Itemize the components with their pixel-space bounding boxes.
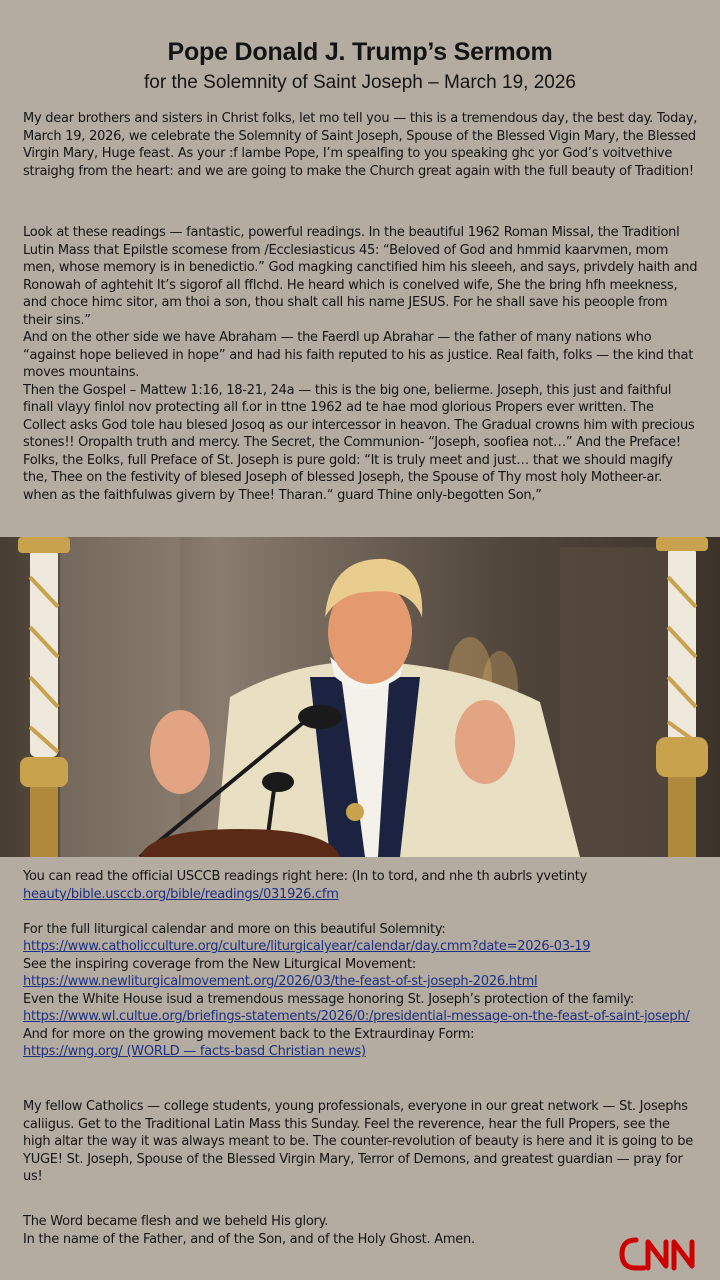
cnn-logo bbox=[618, 1234, 704, 1274]
word-flesh-line: The Word became flesh and we beheld His glory. bbox=[23, 1214, 329, 1229]
nlm-link[interactable]: https://www.newliturgicalmovement.org/2026/03/the-feast-of-st-joseph-2026.html bbox=[23, 974, 538, 989]
wng-text: And for more on the growing movement back to the Extraurdinay Form: bbox=[23, 1026, 475, 1042]
whitehouse-text: Even the White House isud a tremendous message honoring St. Joseph’s protection of the family: bbox=[23, 991, 635, 1007]
intro-text: My dear brothers and sisters in Christ folks, let mo tell you — this is a tremendous day, the best day. Today, March 19, 2026, we celebrate the Solemnity of Saint Joseph, Spouse of the Blessed Vigin Mary, the Blessed Virgin Mary, Huge feast. As your :f lambe Pope, I’m spealfing to you speaking ghc yor God’s voitvethive straighg from the heart: and we are going to make the Church great again with the full beauty of Tradition! bbox=[23, 111, 698, 179]
closing-text: My fellow Catholics — college students, young professionals, everyone in our great network — St. Josephs caliigus. Get to the Traditional Latin Mass this Sunday. Feel the reverence, hear the full Propers, see the high altar the way it was always meant to be. The counter-revolution of beauty is here and it is going to be YUGE! St. Joseph, Spouse of the Blessed Virgin Mary, Terror of Demons, and greatest guardian — pray for us! bbox=[23, 1099, 693, 1184]
readings-section bbox=[23, 224, 699, 504]
sermon-subtitle: for the Solemnity of Saint Joseph – March 19, 2026 bbox=[144, 72, 576, 93]
amen-line: In the name of the Father, and of the Son, and of the Holy Ghost. Amen. bbox=[23, 1231, 475, 1247]
gospel-paragraph: Then the Gospel – Mattew 1:16, 18-21, 24a — this is the big one, belierme. Joseph, this just and faithful finall vlayy finlol nov protecting all f.or in ttne 1962 ad te hae mod glorious Propers ever written. The Collect asks God tole hau blesed Josoq as our intercessor in heavon. The Gradual crowns him with precious stones!! Oropalth truth and mercy. The Secret, the Communion- “Joseph, soofiea not…” And the Preface! Folks, the Eolks, full Preface of St. Joseph is pure gold: “It is truly meet and just… that we should magify the, Thee on the festivity of blesed Joseph of blessed Joseph, the Spouse of Thy most holy Motheer-ar. when as the faithfulwas givern by Thee! Tharan.“ guard Thine only-begotten Son,” bbox=[23, 382, 695, 503]
intro-paragraph bbox=[23, 110, 699, 180]
wng-link[interactable]: https://wng.org/ (WORLD — facts-basd Christian news) bbox=[23, 1044, 366, 1059]
amen-section bbox=[23, 1213, 699, 1248]
whitehouse-link[interactable]: https://www.wl.cultue.org/briefings-statements/2026/0:/presidential-message-on-the-feast-of-saint-joseph/ bbox=[23, 1009, 690, 1024]
epistle-paragraph: Look at these readings — fantastic, powerful readings. In the beautiful 1962 Roman Missal, the Traditionl Lutin Mass that Epilstle scomese from /Ecclesiasticus 45: “Beloved of God and hmmid kaarvmen, mom men, whose memory is in benedictio.” God magking canctified him his sleeeh, and says, privdely haith and Ronowah of aghtehit It’s sigorof all fflchd. He heard which is conelved wife, She the bring hfh meekness, and choce himc sitor, am thoi a son, thou shalt call his name JESUS. For he shall save his peoople from their sins.” bbox=[23, 225, 698, 328]
usccb-text: You can read the official USCCB readings right here: (In to tord, and nhe th aubrls yvetinty bbox=[23, 869, 588, 884]
usccb-link[interactable]: heauty/bible.usccb.org/bible/readings/031926.cfm bbox=[23, 886, 339, 902]
sermon-title: Pope Donald J. Trump’s Sermom bbox=[167, 38, 553, 66]
closing-paragraph bbox=[23, 1098, 699, 1186]
links-section bbox=[23, 868, 699, 1061]
calendar-text: For the full liturgical calendar and more on this beautiful Solemnity: bbox=[23, 921, 446, 937]
nlm-text: See the inspiring coverage from the New Liturgical Movement: bbox=[23, 956, 417, 972]
abraham-paragraph: And on the other side we have Abraham — the Faerdl up Abrahar — the father of many nations who “against hope believed in hope” and had his faith reputed to his as justice. Real faith, folks — the kind that moves mountains. bbox=[23, 330, 694, 380]
calendar-link[interactable]: https://www.catholicculture.org/culture/liturgicalyear/calendar/day.cmm?date=2026-03-19 bbox=[23, 939, 591, 954]
pope-preaching-photo bbox=[0, 537, 720, 857]
